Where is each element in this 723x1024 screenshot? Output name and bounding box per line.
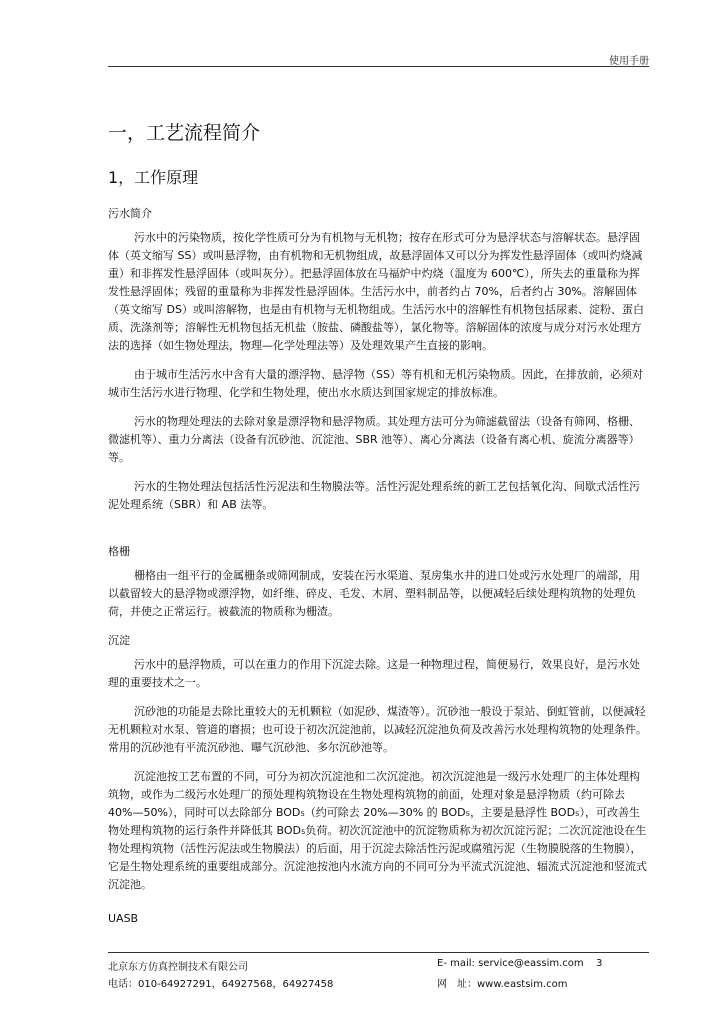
paragraph-grille: 栅格由一组平行的金属栅条或筛网制成，安装在污水渠道、泵房集水井的进口处或污水处理厂的端部，用以截留较大的悬浮物或漂浮物，如纤维、碎皮、毛发、木屑、塑料制品等，以便减轻后续处理构筑物的处理负荷，并使之正常运行。被截流的物质称为栅渣。: [108, 569, 640, 618]
header-manual-label: 使用手册: [609, 56, 649, 67]
header-divider: [108, 66, 649, 67]
paragraph-grit-chamber: 沉砂池的功能是去除比重较大的无机颗粒（如泥砂、煤渣等）。沉砂池一般设于泵站、倒虹管前，以便减轻无机颗粒对水泵、管道的磨损；也可设于初次沉淀池前，以减轻沉淀池负荷及改善污水处理构筑物的处理条件。常用的沉砂池有平流沉砂池、曝气沉砂池、多尔沉砂池等。: [108, 705, 647, 754]
paragraph-block-sedimentation: [108, 656, 649, 894]
footer-website: 网 址：www.eastsim.com: [437, 979, 568, 990]
label-uasb: UASB: [108, 912, 139, 925]
paragraph-settling: 污水中的悬浮物质，可以在重力的作用下沉淀去除。这是一种物理过程，简便易行，效果良好，是污水处理的重要技术之一。: [108, 658, 640, 689]
paragraph-sedimentation-tank: 沉淀池按工艺布置的不同，可分为初次沉淀池和二次沉淀池。初次沉淀池是一级污水处理厂的主体处理构筑物，或作为二级污水处理厂的预处理构筑物设在生物处理构筑物的前面，处理对象是悬浮物质（约可除去 40%—50%），同时可以去除部分 BOD₅（约可除去 20%—30% 的 BOD₅，主要是悬浮性 BOD₅），可改善生物处理构筑物的运行条件并降低其 BOD₅负荷。初次沉淀池中的沉淀物质称为初次沉淀污泥；二次沉淀池设在生物处理构筑物（活性污泥法或生物膜法）的后面，用于沉淀去除活性污泥或腐殖污泥（生物膜脱落的生物膜），它是生物处理系统的重要组成部分。沉淀池按池内水流方向的不同可分为平流式沉淀池、辐流式沉淀池和竖流式沉淀池。: [108, 770, 647, 891]
footer-company: 北京东方仿真控制技术有限公司: [108, 962, 248, 973]
footer-email: E- mail: service@eassim.com: [437, 958, 584, 969]
paragraph-urban-sewage: 由于城市生活污水中含有大量的漂浮物、悬浮物（SS）等有机和无机污染物质。因此，在排放前，必须对城市生活污水进行物理、化学和生物处理，使出水水质达到国家规定的排放标准。: [108, 368, 643, 399]
label-grille: 格栅: [108, 545, 130, 558]
paragraph-biological-treatment: 污水的生物处理法包括活性污泥法和生物膜法等。活性污泥处理系统的新工艺包括氧化沟、间歇式活性污泥处理系统（SBR）和 AB 法等。: [108, 480, 640, 511]
page-number: 3: [596, 958, 603, 969]
label-sewage-intro: 污水简介: [108, 207, 152, 220]
label-sedimentation: 沉淀: [108, 634, 130, 647]
paragraph-physical-treatment: 污水的物理处理法的去除对象是漂浮物和悬浮物质。其处理方法可分为筛滤截留法（设备有筛网、格栅、微滤机等）、重力分离法（设备有沉砂池、沉淀池、SBR 池等）、离心分离法（设备有离心机、旋流分离器等）等。: [108, 415, 640, 464]
subsection-title: 1，工作原理: [108, 168, 199, 187]
section-title: 一，工艺流程简介: [108, 122, 261, 144]
paragraph-block-grille: [108, 567, 649, 621]
footer-divider: [108, 952, 649, 953]
footer-phone: 电话：010-64927291，64927568，64927458: [108, 979, 334, 990]
paragraph-block-sewage: [108, 229, 649, 514]
paragraph-pollutants: 污水中的污染物质，按化学性质可分为有机物与无机物；按存在形式可分为悬浮状态与溶解状态。悬浮固体（英文缩写 SS）或叫悬浮物，由有机物和无机物组成，故悬浮固体又可以分为挥发性悬浮固体（或叫灼烧减重）和非挥发性悬浮固体（或叫灰分）。把悬浮固体放在马福炉中灼烧（温度为 600℃），所失去的重量称为挥发性悬浮固体；残留的重量称为非挥发性悬浮固体。生活污水中，前者约占 70%，后者约占 30%。溶解固体（英文缩写 DS）或叫溶解物，也是由有机物与无机物组成。生活污水中的溶解性有机物包括尿素、淀粉、蛋白质、洗涤剂等；溶解性无机物包括无机盐（胺盐、磷酸盐等），氯化物等。溶解固体的浓度与成分对污水处理方法的选择（如生物处理法，物理—化学处理法等）及处理效果产生直接的影响。: [108, 231, 644, 352]
